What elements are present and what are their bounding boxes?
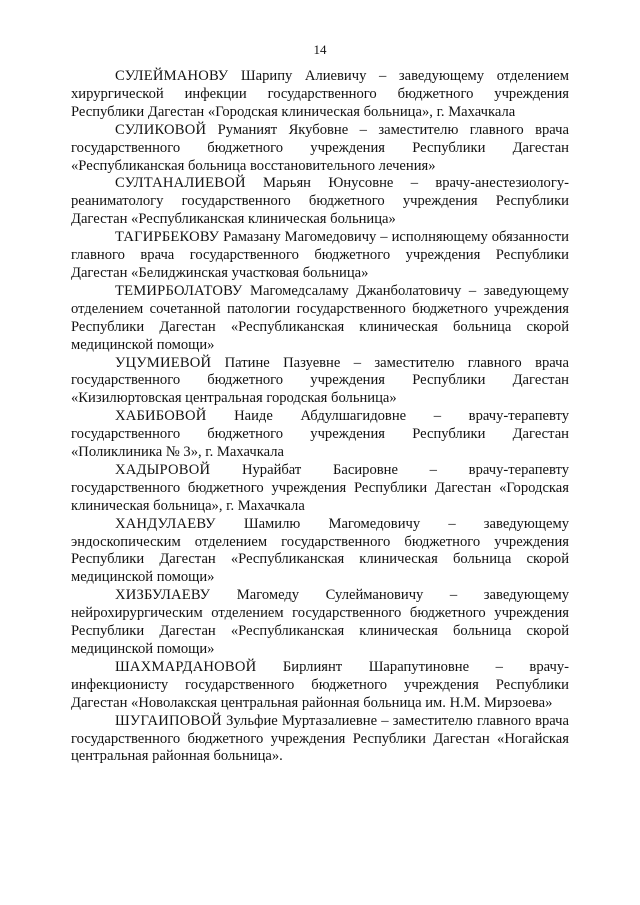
surname: ТАГИРБЕКОВУ	[115, 229, 220, 246]
list-item	[71, 175, 569, 229]
page-number: 14	[313, 42, 327, 57]
list-item	[71, 659, 569, 713]
list-item	[71, 68, 569, 122]
entry-text: Шарипу Алиевичу – заведующему отделением хирургической инфекции государственного бюджетного учреждения Республики Дагестан «Городская клиническая больница», г. Махачкала	[71, 68, 569, 120]
entry-text: Магомедсаламу Джанболатовичу – заведующему отделением сочетанной патологии государственного бюджетного учреждения Республики Дагестан «Республиканская клиническая больница скорой медицинской помощи»	[71, 282, 569, 353]
list-item	[71, 713, 569, 767]
list-item	[71, 587, 569, 659]
list-item	[71, 283, 569, 355]
entry-text: Руманият Якубовне – заместителю главного врача государственного бюджетного учреждения Республики Дагестан «Республиканская больница восстановительного лечения»	[71, 121, 569, 174]
surname: УЦУМИЕВОЙ	[115, 354, 212, 371]
entry-text: Магомеду Сулейманoвичу – заведующему нейрохирургическим отделением государственного бюджетного учреждения Республики Дагестан «Республиканская клиническая больница скорой медицинской помощи»	[71, 587, 569, 657]
surname: ШАХМАРДАНОВОЙ	[115, 658, 257, 675]
surname: СУЛИКОВОЙ	[115, 121, 207, 138]
entry-text: Нурайбат Басировне – врачу-терапевту государственного бюджетного учреждения Республики Дагестан «Городская клиническая больница», г. Махачкала	[71, 461, 569, 514]
list-item	[71, 516, 569, 588]
surname: ХАБИБОВОЙ	[115, 408, 207, 425]
surname: СУЛТАНАЛИЕВОЙ	[115, 175, 246, 192]
surname: ХИЗБУЛАЕВУ	[115, 587, 211, 604]
entry-text: Рамазану Магомедовичу – исполняющему обязанности главного врача государственного бюджетного учреждения Республики Дагестан «Белиджинская участковая больница»	[71, 229, 569, 281]
surname: ХАНДУЛАЕВУ	[115, 515, 216, 532]
list-item	[71, 122, 569, 176]
list-item	[71, 462, 569, 516]
list-item	[71, 229, 569, 283]
surname: СУЛЕЙМАНОВУ	[115, 68, 229, 84]
award-list	[71, 68, 569, 766]
entry-text: Зульфие Муртазалиевне – заместителю главного врача государственного бюджетного учреждения Республики Дагестан «Ногайская центральная районная больница».	[71, 712, 569, 765]
surname: ХАДЫРОВОЙ	[115, 461, 211, 478]
list-item	[71, 355, 569, 409]
surname: ТЕМИРБОЛАТОВУ	[115, 282, 243, 299]
list-item	[71, 408, 569, 462]
entry-text: Патине Пазуевне – заместителю главного врача государственного бюджетного учреждения Республики Дагестан «Кизилюртовская центральная городская больница»	[71, 354, 569, 407]
entry-text: Бирлиянт Шарапутиновне – врачу-инфекционисту государственного бюджетного учреждения Республики Дагестан «Новолакская центральная районная больница им. Н.М. Мирзоева»	[71, 658, 570, 711]
entry-text: Шамилю Магомедовичу – заведующему эндоскопическим отделением государственного бюджетного учреждения Республики Дагестан «Республиканская клиническая больница скорой медицинской помощи»	[71, 515, 569, 586]
surname: ШУГАИПОВОЙ	[115, 712, 222, 729]
entry-text: Марьян Юнусовне – врачу-анестезиологу-реаниматологу государственного бюджетного учреждения Республики Дагестан «Республиканская клиническая больница»	[71, 175, 569, 228]
entry-text: Наиде Абдулшагидовне – врачу-терапевту государственного бюджетного учреждения Республики Дагестан «Поликлиника № 3», г. Махачкала	[71, 408, 569, 461]
